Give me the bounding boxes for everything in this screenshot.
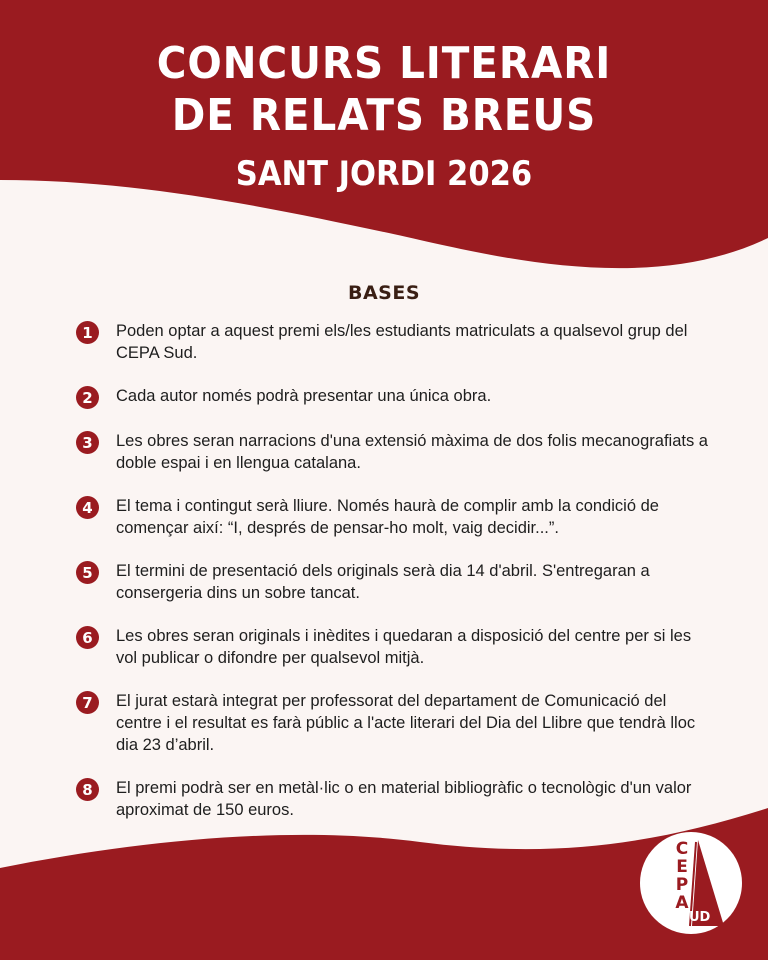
logo-letter: P (675, 875, 689, 895)
logo-letter: A (675, 893, 689, 913)
rule-number-badge: 7 (76, 691, 99, 714)
cepa-sud-logo (640, 832, 742, 934)
rule-item (76, 385, 716, 409)
rule-text: Les obres seran originals i inèdites i quedaran a disposició del centre per si les vol publicar o difondre per qualsevol mitjà. (116, 627, 692, 667)
logo-sud-text: SUD (679, 910, 711, 925)
rule-item (76, 560, 716, 604)
logo-letter: C (675, 839, 689, 859)
rule-number-badge: 4 (76, 496, 99, 519)
rule-item (76, 495, 716, 539)
rule-item (76, 430, 716, 474)
rule-number-badge: 3 (76, 431, 99, 454)
rule-item (76, 320, 716, 364)
header (0, 38, 768, 194)
rule-text: El tema i contingut serà lliure. Només haurà de complir amb la condició de començar així: “I, després de pensar-ho molt, vaig decidir...”. (116, 497, 659, 537)
rules-list (76, 320, 716, 821)
rule-number-badge: 8 (76, 778, 99, 801)
rule-text: El premi podrà ser en metàl·lic o en material bibliogràfic o tecnològic d'un valor aproximat de 150 euros. (116, 779, 692, 819)
rule-number-badge: 2 (76, 386, 99, 409)
rule-text: Poden optar a aquest premi els/les estudiants matriculats a qualsevol grup del CEPA Sud. (116, 322, 688, 362)
rule-number-badge: 6 (76, 626, 99, 649)
subtitle: SANT JORDI 2026 (235, 154, 533, 194)
rule-text: Cada autor només podrà presentar una única obra. (116, 387, 492, 405)
rule-number-badge: 1 (76, 321, 99, 344)
rule-item (76, 777, 716, 821)
rule-number-badge: 5 (76, 561, 99, 584)
section-title: BASES (347, 282, 421, 304)
logo-letters (674, 840, 690, 912)
rule-item (76, 625, 716, 669)
title-line-1: CONCURS LITERARI (156, 38, 612, 89)
rule-text: Les obres seran narracions d'una extensió màxima de dos folis mecanografiats a doble espai i en llengua catalana. (116, 432, 708, 472)
logo-letter: E (676, 857, 688, 877)
rule-item (76, 690, 716, 756)
title-line-2: DE RELATS BREUS (171, 90, 597, 141)
rule-text: El jurat estarà integrat per professorat del departament de Comunicació del centre i el resultat es farà públic a l'acte literari del Dia del Llibre que tendrà lloc dia 23 d’abril. (116, 692, 696, 754)
rule-text: El termini de presentació dels originals serà dia 14 d'abril. S'entregaran a consergeria dins un sobre tancat. (116, 562, 650, 602)
